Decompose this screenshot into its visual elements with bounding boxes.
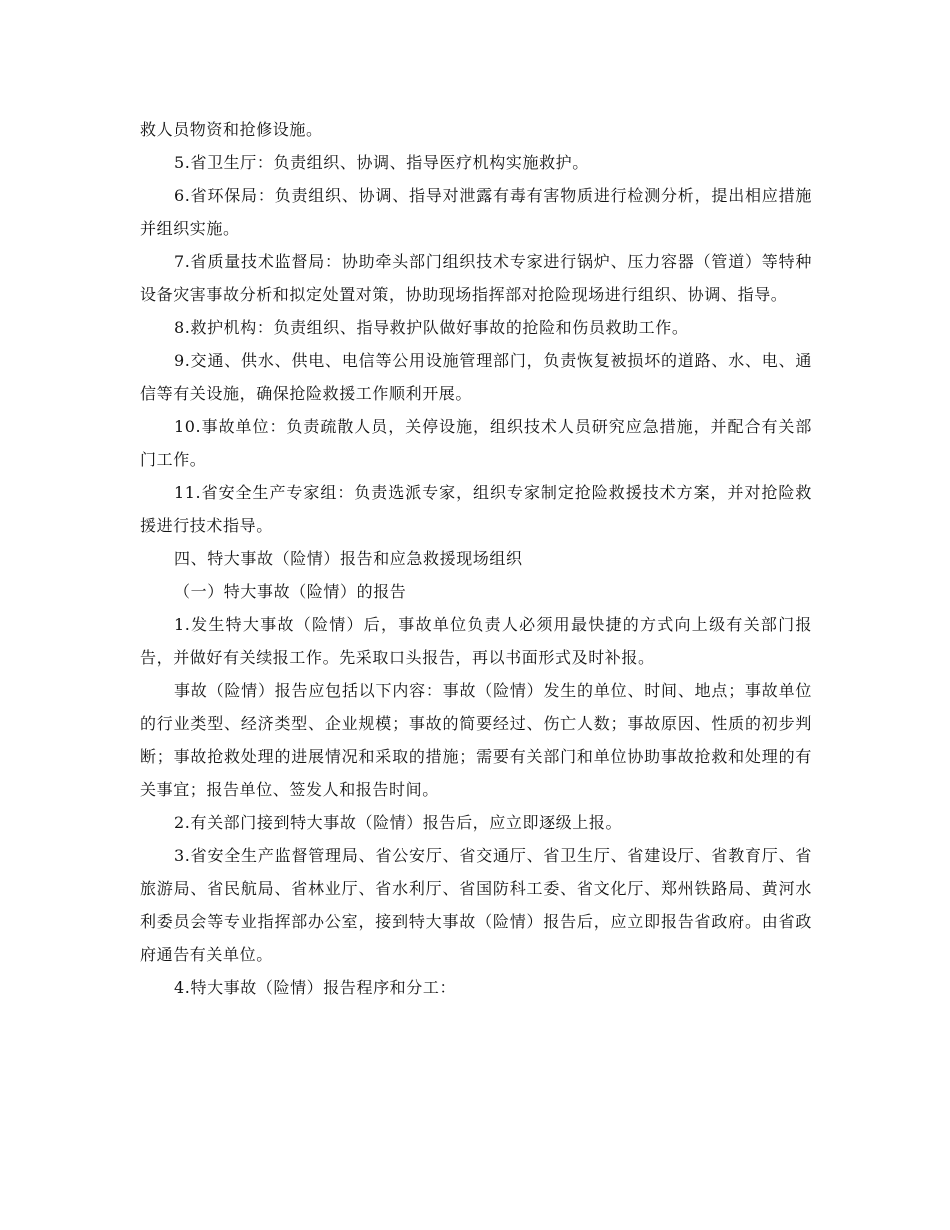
paragraph: 7.省质量技术监督局：协助牵头部门组织技术专家进行锅炉、压力容器（管道）等特种设备灾害事故分析和拟定处置对策，协助现场指挥部对抢险现场进行组织、协调、指导。 — [140, 252, 812, 304]
paragraph: 6.省环保局：负责组织、协调、指导对泄露有毒有害物质进行检测分析，提出相应措施并组织实施。 — [140, 186, 812, 238]
paragraph: 2.有关部门接到特大事故（险情）报告后，应立即逐级上报。 — [174, 813, 623, 832]
paragraph: 事故（险情）报告应包括以下内容：事故（险情）发生的单位、时间、地点；事故单位的行业类型、经济类型、企业规模；事故的简要经过、伤亡人数；事故原因、性质的初步判断；事故抢救处理的进展情况和采取的措施；需要有关部门和单位协助事故抢救和处理的有关事宜；报告单位、签发人和报告时间。 — [140, 681, 812, 799]
subsection-heading: （一）特大事故（险情）的报告 — [174, 582, 407, 601]
paragraph: 9.交通、供水、供电、电信等公用设施管理部门，负责恢复被损坏的道路、水、电、通信等有关设施，确保抢险救援工作顺利开展。 — [140, 351, 812, 403]
paragraph: 4.特大事故（险情）报告程序和分工： — [174, 978, 457, 997]
paragraph: 11.省安全生产专家组：负责选派专家，组织专家制定抢险救援技术方案，并对抢险救援进行技术指导。 — [140, 483, 812, 535]
paragraph: 3.省安全生产监督管理局、省公安厅、省交通厅、省卫生厅、省建设厅、省教育厅、省旅游局、省民航局、省林业厅、省水利厅、省国防科工委、省文化厅、郑州铁路局、黄河水利委员会等专业指挥部办公室，接到特大事故（险情）报告后，应立即报告省政府。由省政府通告有关单位。 — [140, 846, 812, 964]
paragraph: 8.救护机构：负责组织、指导救护队做好事故的抢险和伤员救助工作。 — [174, 318, 689, 337]
paragraph: 1.发生特大事故（险情）后，事故单位负责人必须用最快捷的方式向上级有关部门报告，并做好有关续报工作。先采取口头报告，再以书面形式及时补报。 — [140, 615, 812, 667]
paragraph: 5.省卫生厅：负责组织、协调、指导医疗机构实施救护。 — [174, 153, 589, 172]
section-heading: 四、特大事故（险情）报告和应急救援现场组织 — [174, 549, 523, 568]
paragraph: 10.事故单位：负责疏散人员，关停设施，组织技术人员研究应急措施，并配合有关部门工作。 — [140, 417, 812, 469]
paragraph: 救人员物资和抢修设施。 — [140, 120, 323, 139]
document-body — [140, 113, 812, 1004]
